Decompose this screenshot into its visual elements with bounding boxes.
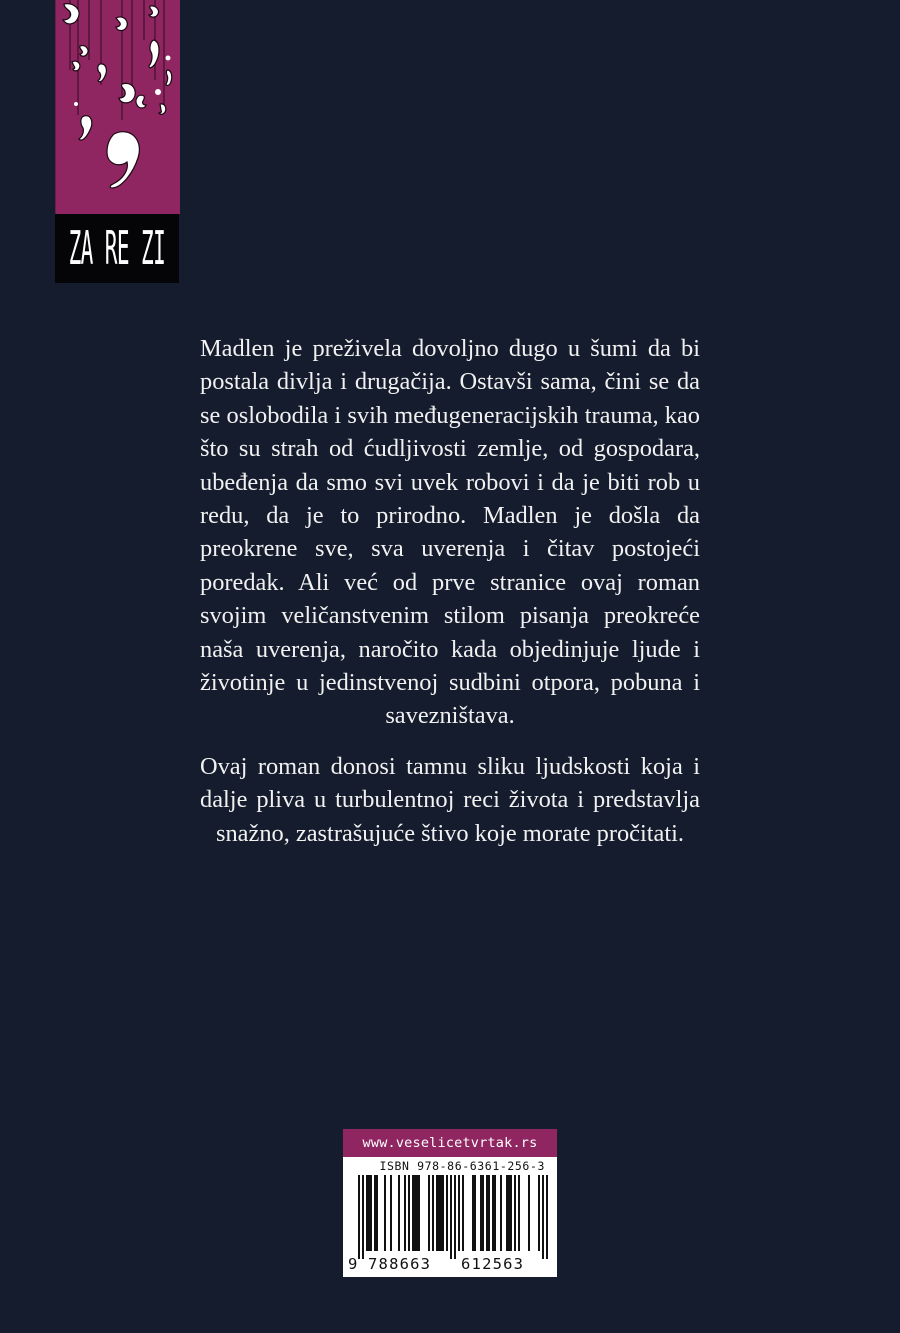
barcode-bar xyxy=(488,1175,490,1251)
barcode-bar xyxy=(404,1175,406,1251)
barcode-bar xyxy=(414,1175,416,1251)
barcode-bar xyxy=(374,1175,376,1251)
barcode-digit-first: 9 xyxy=(348,1255,359,1273)
barcode-bar xyxy=(428,1175,430,1251)
barcode-bar xyxy=(542,1175,544,1259)
barcode-bar xyxy=(446,1175,448,1251)
barcode-bar xyxy=(368,1175,370,1251)
barcode-bar xyxy=(480,1175,482,1251)
barcode-bar xyxy=(494,1175,496,1251)
barcode-bar xyxy=(370,1175,372,1251)
barcode-bar xyxy=(376,1175,378,1251)
barcode-bar xyxy=(546,1175,548,1259)
barcode-bars xyxy=(343,1175,557,1259)
barcode-bar xyxy=(510,1175,512,1251)
barcode-bar xyxy=(398,1175,400,1251)
barcode-bar xyxy=(492,1175,494,1251)
barcode-bar xyxy=(408,1175,410,1251)
barcode-bar xyxy=(508,1175,510,1251)
barcode-bar xyxy=(454,1175,456,1259)
barcode-digits-right: 612563 xyxy=(461,1255,525,1273)
blurb-paragraph-1: Madlen je preživela dovoljno dugo u šumi da bi postala divlja i drugačija. Ostavši sama, čini se da se oslobodila i svih međugeneracijskih trauma, kao što su strah od ćudljivosti zemlje, od gospodara, ubeđenja da smo svi uvek robovi i da je biti rob u redu, da je to prirodno. Madlen je došla da preokrene sve, sva uverenja i čitav postojeći poredak. Ali već od prve stranice ovaj roman svojim veličanstvenim stilom pisanja preokreće naša uverenja, naročito kada objedinjuje ljude i životinje u jedinstvenoj sudbini otpora, pobuna i savezništava. xyxy=(200,335,700,730)
barcode-bar xyxy=(442,1175,444,1251)
barcode-bar xyxy=(450,1175,452,1259)
barcode-bar xyxy=(458,1175,460,1251)
hanging-commas-icon xyxy=(55,0,180,214)
barcode-bar xyxy=(528,1175,530,1251)
barcode-bar xyxy=(474,1175,476,1251)
barcode-bar xyxy=(518,1175,520,1251)
logo-band xyxy=(55,214,179,283)
barcode-bar xyxy=(500,1175,502,1251)
barcode-bar xyxy=(482,1175,484,1251)
barcode-bar xyxy=(472,1175,474,1251)
barcode-digits-left: 788663 xyxy=(368,1255,432,1273)
barcode-bar xyxy=(418,1175,420,1251)
publisher-logo xyxy=(55,0,179,283)
barcode-bar xyxy=(538,1175,540,1251)
publisher-url: www.veselicetvrtak.rs xyxy=(343,1129,557,1157)
barcode-bar xyxy=(514,1175,516,1251)
barcode-bar xyxy=(438,1175,440,1251)
barcode-bar xyxy=(362,1175,364,1259)
barcode-bar xyxy=(462,1175,464,1251)
blurb-paragraph-2: Ovaj roman donosi tamnu sliku ljudskosti koja i dalje pliva u turbulentnoj reci života i predstavlja snažno, zastrašujuće štivo koje morate pročitati. xyxy=(200,752,700,847)
barcode-box xyxy=(343,1157,557,1277)
logo-text: ZA RE ZI xyxy=(68,221,166,276)
barcode-bar xyxy=(366,1175,368,1251)
barcode-bar xyxy=(358,1175,360,1259)
barcode-bar xyxy=(486,1175,488,1251)
barcode-bar xyxy=(436,1175,438,1251)
isbn-text: ISBN 978-86-6361-256-3 xyxy=(379,1159,545,1173)
barcode-bar xyxy=(432,1175,434,1251)
barcode-label xyxy=(343,1129,557,1277)
barcode-bar xyxy=(390,1175,392,1251)
barcode-bar xyxy=(506,1175,508,1251)
barcode-bar xyxy=(416,1175,418,1251)
barcode-digits xyxy=(343,1253,557,1277)
barcode-bar xyxy=(384,1175,386,1251)
barcode-bar xyxy=(440,1175,442,1251)
back-cover-blurb xyxy=(200,332,700,850)
barcode-bar xyxy=(412,1175,414,1251)
